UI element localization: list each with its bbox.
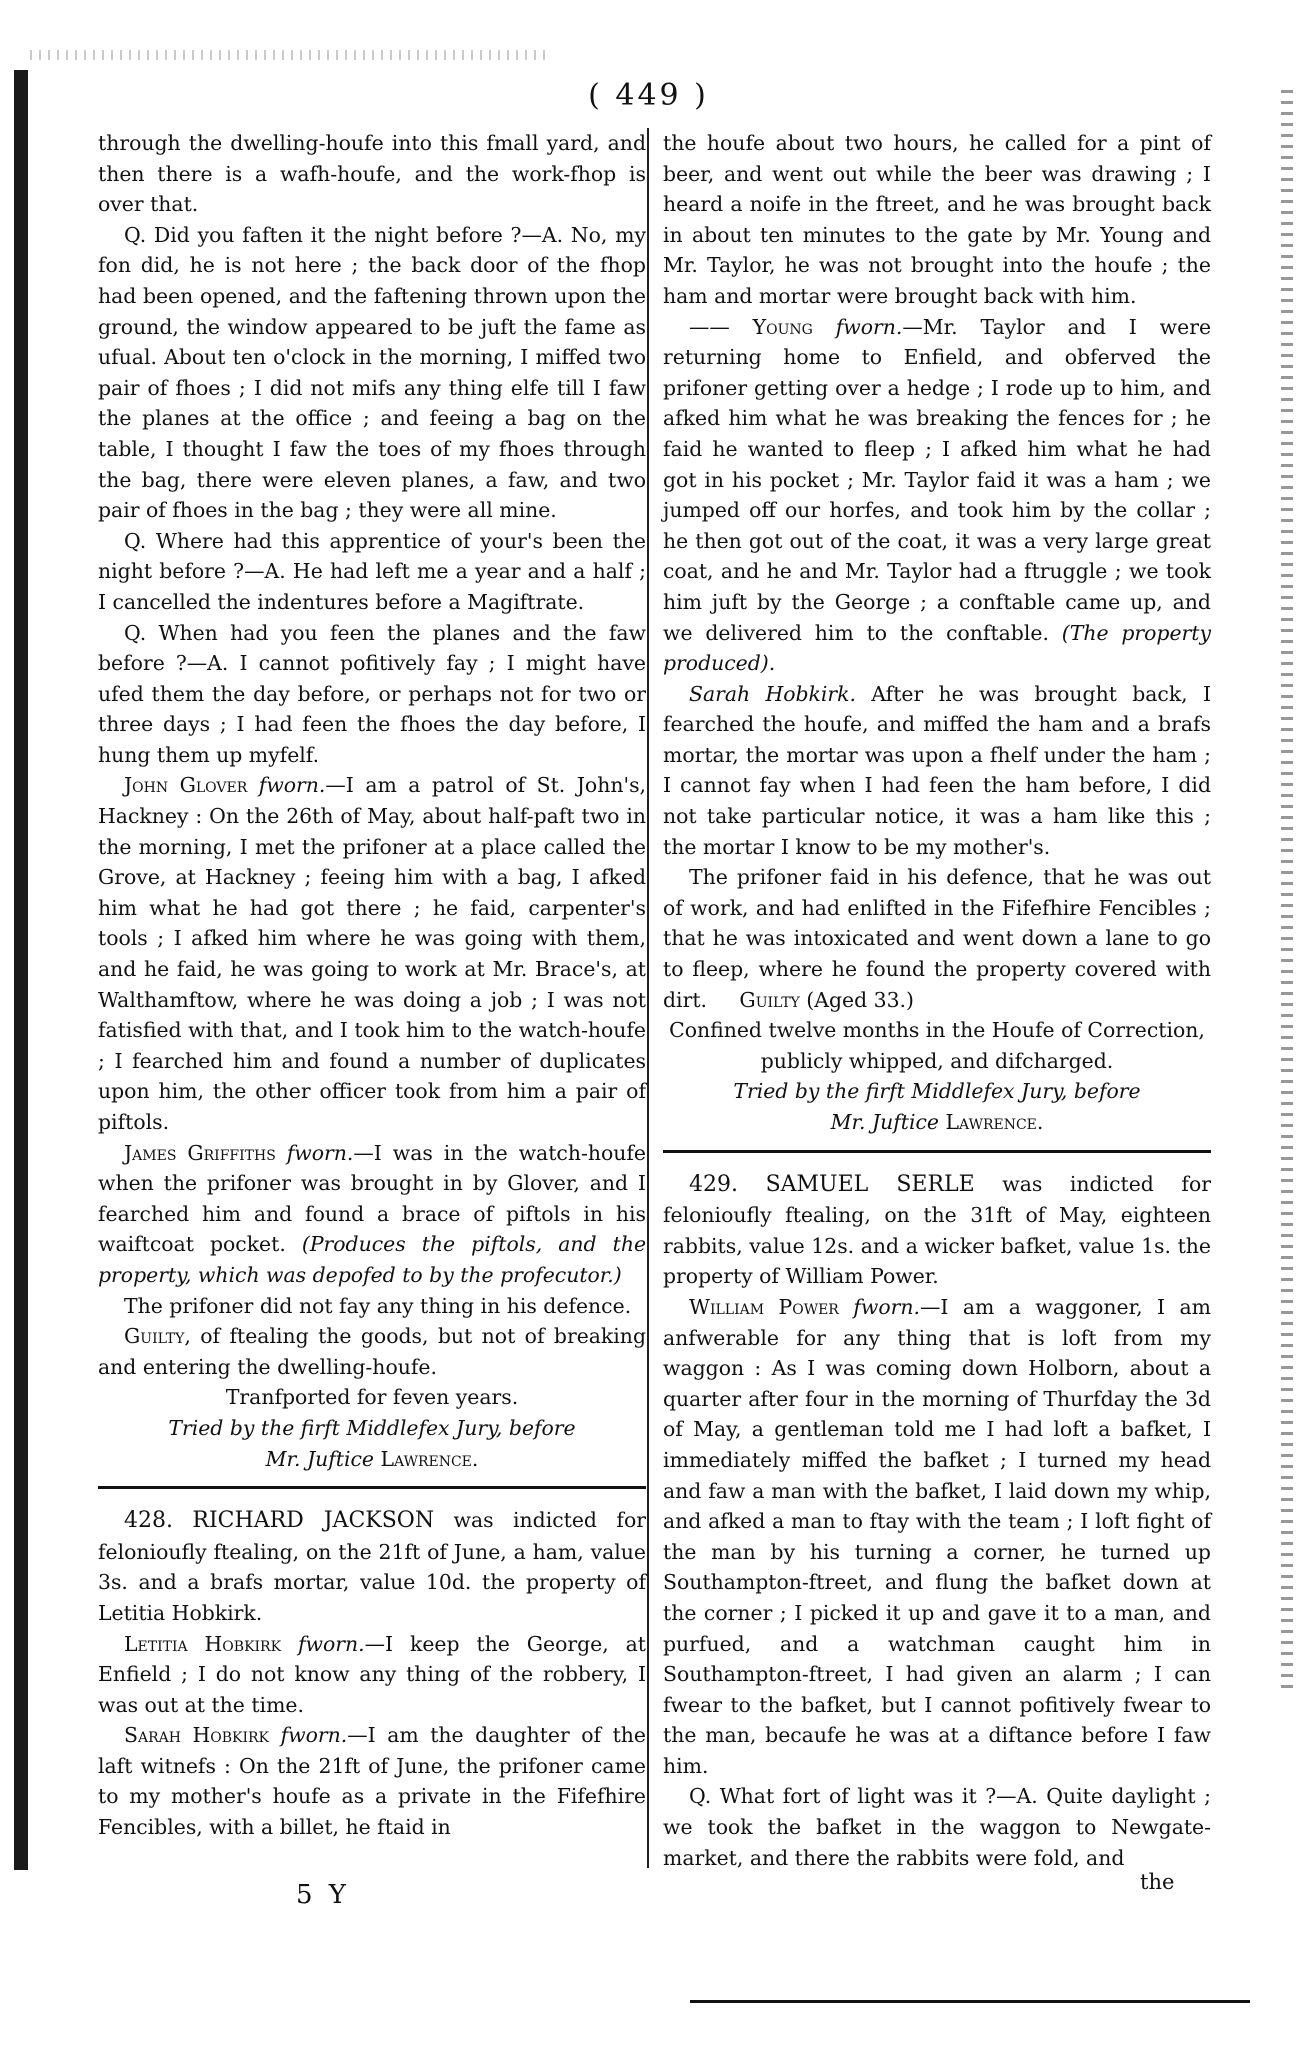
left-column [98,128,646,1843]
page-number: ( 449 ) [588,78,709,113]
sentence: Tranfported for feven years. [225,1385,519,1410]
verdict-paragraph [98,1321,646,1382]
catchword: the [1140,1870,1175,1894]
bottom-rule [690,2000,1250,2003]
witness-name: Young [752,314,813,339]
case-heading [663,1169,1211,1292]
court-note: (The property produced). [663,620,1211,676]
witness-name: Sarah Hobkirk [124,1723,270,1748]
scan-page-edge [1281,90,1293,1690]
judge-name: Lawrence. [945,1110,1044,1134]
witness-name: Sarah Hobkirk. [689,681,857,706]
sworn-label: fworn. [853,1294,920,1319]
paragraph: Q. Where had this apprentice of your's been the night before ?—A. He had left me a year and a half ; I cancelled the indentures before a Magiftrate. [98,528,646,614]
verdict: Guilty [739,987,800,1012]
paragraph: The prifoner did not fay any thing in his defence. [124,1293,632,1318]
testimony-text: —I am a waggoner, I am anfwerable for any thing that is loft from my waggon : As I was coming down Holborn, about a quarter after four in the morning of Thurfday the 3d of May, a gentleman told me I had loft a bafket, I immediately miffed the bafket ; I turned my head and faw a man with the bafket, I laid down my whip, and afked a man to ftay with the team ; I loft fight of the man by his turning a corner, he turned up Southampton-ftreet, and flung the bafket down at the corner ; I picked it up and gave it to a man, and purfued, and a watchman caught him in Southampton-ftreet, I had given an alarm ; I can fwear to the bafket, but I cannot pofitively fwear to the man, becaufe he was at a diftance before I faw him. [663,1294,1212,1778]
paragraph: Q. Did you faften it the night before ?—A. No, my fon did, he is not here ; the back door of the fhop had been opened, and the faftening thrown upon the ground, the window appeared to be juft the fame as ufual. About ten o'clock in the morning, I miffed two pair of fhoes ; I did not mifs any thing elfe till I faw the planes at the office ; and feeing a bag on the table, I thought I faw the toes of my fhoes through the bag, there were eleven planes, a faw, and two pair of fhoes in the bag ; they were all mine. [98,222,646,523]
sworn-label: fworn. [280,1723,348,1748]
case-separator [663,1150,1211,1153]
column-divider [647,128,649,1868]
judge-line [663,1107,1211,1138]
testimony-text: After he was brought back, I fearched the houfe, and miffed the ham and a brafs mortar, the mortar was upon a fhelf under the ham ; I cannot fay when I had feen the ham before, I did not take particular notice, it was a ham like this ; the mortar I know to be my mother's. [663,681,1211,859]
age: (Aged 33.) [806,987,914,1012]
judge-name: Lawrence. [380,1446,479,1471]
testimony-text: —I keep the George, at Enfield ; I do not know any thing of the robbery, I was out at the time. [98,1631,646,1717]
defence-text: The prifoner faid in his defence, that he was out of work, and had enlifted in the Fifefhire Fencibles ; that he was intoxicated and went down a lane to go to fleep, where he found the property covered with dirt. [663,865,1211,1012]
case-heading [98,1505,646,1628]
right-column [663,128,1211,1873]
testimony-text: —I am the daughter of the laft witnefs : On the 21ft of June, the prifoner came to my mother's houfe as a private in the Fifefhire Fencibles, with a billet, he ftaid in [98,1723,647,1840]
testimony-paragraph [98,1138,646,1291]
paragraph: through the dwelling-houfe into this fmall yard, and then there is a wafh-houfe, and the work-fhop is over that. [98,131,646,217]
paragraph: Q. When had you feen the planes and the faw before ?—A. I cannot pofitively fay ; I might have ufed them the day before, or perhaps not for two or three days ; I had feen the fhoes the day before, I hung them up myfelf. [98,620,646,767]
testimony-paragraph [98,1629,646,1721]
indictment-text: was indicted for felonioufly ftealing, on the 21ft of June, a ham, value 3s. and a brafs mortar, value 10d. the property of Letitia Hobkirk. [98,1508,646,1625]
court-note: (Produces the piftols, and the property, which was depofed to by the profecutor.) [98,1232,647,1287]
paragraph: the houfe about two hours, he called for a pint of beer, and went out while the beer was drawing ; I heard a noife in the ftreet, and he was brought back in about ten minutes to the gate by Mr. Young and Mr. Taylor, he was not brought into the houfe ; the ham and mortar were brought back with him. [663,131,1211,308]
testimony-paragraph [663,679,1211,863]
defendant-name: RICHARD JACKSON [192,1508,435,1534]
judge-line [98,1444,646,1475]
testimony-paragraph [663,312,1211,679]
witness-name: Letitia Hobkirk [124,1631,282,1656]
case-number: 428. [124,1508,173,1534]
sworn-label: fworn. [286,1140,354,1165]
testimony-paragraph [98,1720,646,1842]
judge-title: Mr. Juftice [265,1446,374,1471]
signature-mark: 5 Y [296,1880,350,1910]
testimony-paragraph [663,1292,1211,1782]
scan-binding-edge [14,70,28,1870]
testimony-paragraph [98,770,646,1137]
testimony-text: —I am a patrol of St. John's, Hackney : On the 26th of May, about half-paft two in the morning, I met the prifoner at a place called the Grove, at Hackney ; feeing him with a bag, I afked him what he had got there ; he faid, carpenter's tools ; I afked him where he was going with them, and he faid, he was going to work at Mr. Brace's, at Walthamftow, where he was doing a job ; I was not fatisfied with that, and I took him to the watch-houfe ; I fearched him and found a number of duplicates upon him, the other officer took from him a pair of piftols. [98,773,647,1134]
scan-noise [30,50,550,60]
case-separator [98,1486,646,1489]
verdict-text: of ftealing the goods, but not of breaking and entering the dwelling-houfe. [98,1324,646,1379]
defendant-name: SAMUEL SERLE [765,1171,975,1197]
paragraph: Q. What fort of light was it ?—A. Quite daylight ; we took the bafket in the waggon to Newgate-market, and there the rabbits were fold, and [663,1784,1211,1870]
indictment-text: was indicted for felonioufly ftealing, on the 31ft of May, eighteen rabbits, value 12s. and a wicker bafket, value 1s. the property of William Power. [663,1171,1211,1289]
witness-name: James Griffiths [124,1140,276,1165]
sworn-label: fworn. [297,1631,365,1656]
jury-line: Tried by the firft Middlefex Jury, before [168,1415,576,1440]
defence-paragraph [663,862,1211,1015]
sworn-label: fworn. [835,314,903,339]
verdict: Guilty, [124,1324,191,1349]
witness-name: William Power [689,1294,839,1319]
sentence: Confined twelve months in the Houfe of Correction, publicly whipped, and difcharged. [669,1018,1205,1073]
dash: —— [689,314,753,339]
judge-title: Mr. Juftice [830,1110,939,1134]
case-number: 429. [689,1171,738,1197]
testimony-text: —Mr. Taylor and I were returning home to Enfield, and obferved the prifoner getting over a hedge ; I rode up to him, and afked him what he was breaking the fences for ; he faid he wanted to fleep ; I afked him what he had got in his pocket ; Mr. Taylor faid it was a ham ; we jumped off our horfes, and took him by the collar ; he then got out of the coat, it was a very large great coat, and he and Mr. Taylor had a ftruggle ; we took him juft by the George ; a conftable came up, and we delivered him to the conftable. [663,314,1212,645]
sworn-label: fworn. [258,773,326,798]
jury-line: Tried by the firft Middlefex Jury, before [733,1079,1141,1104]
witness-name: John Glover [124,773,248,798]
testimony-text: —I was in the watch-houfe when the prifoner was brought in by Glover, and I fearched him and found a brace of piftols in his waiftcoat pocket. [98,1140,646,1257]
